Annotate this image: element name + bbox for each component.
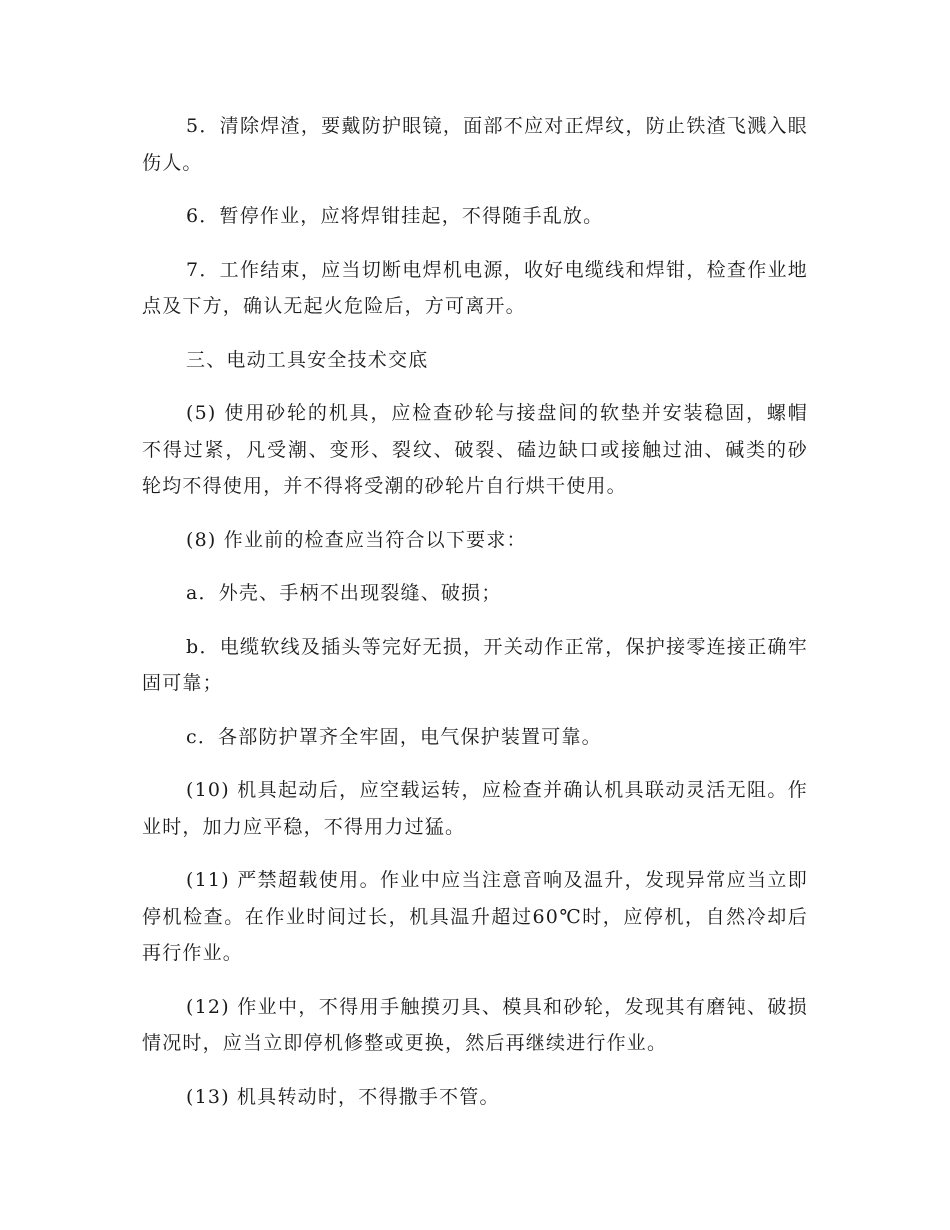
list-item-b: b．电缆软线及插头等完好无损，开关动作正常，保护接零连接正确牢固可靠； xyxy=(142,635,808,694)
paragraph-pause-work: 6．暂停作业，应将焊钳挂起，不得随手乱放。 xyxy=(186,205,604,227)
paragraph-no-touch: (12) 作业中，不得用手触摸刃具、模具和砂轮，发现其有磨钝、破损情况时，应当立即停机修整或更换，然后再继续进行作业。 xyxy=(142,995,808,1054)
paragraph-overload: (11) 严禁超载使用。作业中应当注意音响及温升，发现异常应当立即停机检查。在作业时间过长，机具温升超过60℃时，应停机，自然冷却后再行作业。 xyxy=(142,869,808,964)
paragraph-grinding-wheel: (5) 使用砂轮的机具，应检查砂轮与接盘间的软垫并安装稳固，螺帽不得过紧，凡受潮、变形、裂纹、破裂、磕边缺口或接触过油、碱类的砂轮均不得使用，并不得将受潮的砂轮片自行烘干使用。 xyxy=(142,402,808,497)
paragraph-startup: (10) 机具起动后，应空载运转，应检查并确认机具联动灵活无阻。作业时，加力应平稳，不得用力过猛。 xyxy=(142,779,808,838)
list-item-c: c．各部防护罩齐全牢固，电气保护装置可靠。 xyxy=(186,725,602,748)
paragraph-pre-work-check: (8) 作业前的检查应当符合以下要求： xyxy=(186,528,527,551)
list-item-a: a．外壳、手柄不出现裂缝、破损； xyxy=(186,582,502,604)
paragraph-work-end: 7．工作结束，应当切断电焊机电源，收好电缆线和焊钳，检查作业地点及下方，确认无起火危险后，方可离开。 xyxy=(142,258,808,317)
section-heading-power-tools: 三、电动工具安全技术交底 xyxy=(186,348,429,371)
paragraph-welding-slag: 5．清除焊渣，要戴防护眼镜，面部不应对正焊纹，防止铁渣飞溅入眼伤人。 xyxy=(142,115,808,174)
paragraph-unattended: (13) 机具转动时，不得撒手不管。 xyxy=(186,1085,500,1108)
document-body xyxy=(142,108,808,1132)
